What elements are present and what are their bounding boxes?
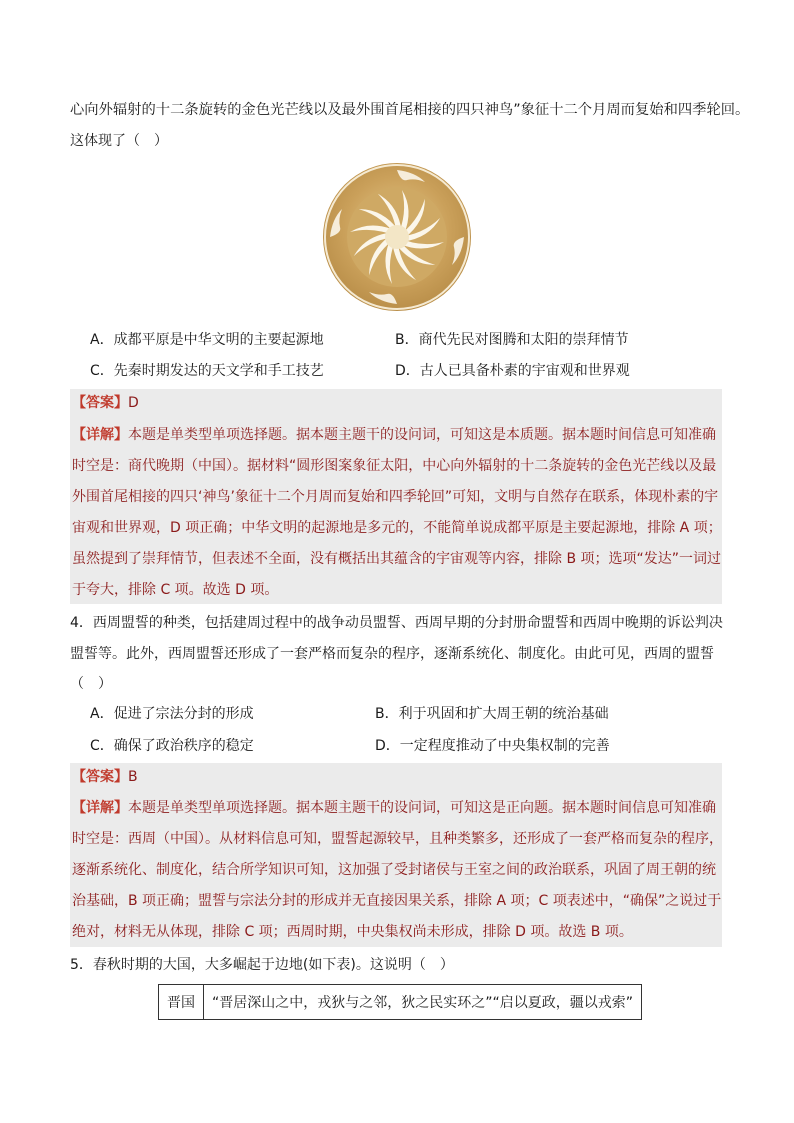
q3-option-a[interactable]: A．成都平原是中华文明的主要起源地 <box>90 332 324 348</box>
q5-table-quote: “晋居深山之中，戎狄与之邻，狄之民实环之”“启以夏政，疆以戎索” <box>204 985 642 1020</box>
q4-detail-line: 时空是：西周（中国）。从材料信息可知，盟誓起源较早，且种类繁多，还形成了一套严格而复杂的程序， <box>72 831 723 847</box>
q3-stem-line1: 心向外辐射的十二条旋转的金色光芒线以及最外围首尾相接的四只神鸟”象征十二个月周而复始和四季轮回。 <box>70 102 750 118</box>
q4-detail-line: 治基础，B 项正确；盟誓与宗法分封的形成并无直接因果关系，排除 A 项；C 项表述中，“确保”之说过于 <box>72 893 722 909</box>
q4-detail-line: 绝对，材料无从体现，排除 C 项；西周时期，中央集权尚未形成，排除 D 项。故选 B 项。 <box>72 924 633 940</box>
q4-option-a[interactable]: A．促进了宗法分封的形成 <box>90 706 254 722</box>
q5-table-state: 晋国 <box>159 985 204 1020</box>
q3-detail-line: 宙观和世界观，D 项正确；中华文明的起源地是多元的，不能简单说成都平原是主要起源地，排除 A 项； <box>72 520 722 536</box>
q4-stem-line: 4．西周盟誓的种类，包括建周过程中的战争动员盟誓、西周早期的分封册命盟誓和西周中晚期的诉讼判决 <box>70 615 723 631</box>
q3-detail-line <box>72 424 716 446</box>
golden-sun-bird-disc-icon <box>322 162 472 312</box>
q4-option-d[interactable]: D．一定程度推动了中央集权制的完善 <box>375 738 610 754</box>
q4-option-b[interactable]: B．利于巩固和扩大周王朝的统治基础 <box>375 706 609 722</box>
q4-answer-block <box>70 763 722 947</box>
q3-option-d[interactable]: D．古人已具备朴素的宇宙观和世界观 <box>395 363 630 379</box>
q3-answer-value: D <box>128 395 139 411</box>
table-row <box>159 985 642 1020</box>
q4-answer-value: B <box>128 769 138 785</box>
q3-answer-tag: 【答案】 <box>72 395 128 411</box>
q3-detail-line: 虽然提到了崇拜情节，但表述不全面，没有概括出其蕴含的宇宙观等内容，排除 B 项；选项“发达”一词过 <box>72 551 722 567</box>
q4-detail-text: 本题是单类型单项选择题。据本题主题干的设问词，可知这是正向题。据本题时间信息可知准确 <box>128 800 716 816</box>
q3-stem-line2: 这体现了（ ） <box>70 133 168 149</box>
q3-option-b[interactable]: B．商代先民对图腾和太阳的崇拜情节 <box>395 332 629 348</box>
q4-detail-line: 逐渐系统化、制度化，结合所学知识可知，这加强了受封诸侯与王室之间的政治联系，巩固了周王朝的统 <box>72 862 716 878</box>
q4-detail-tag: 【详解】 <box>72 800 128 816</box>
q4-answer <box>72 766 138 788</box>
q3-answer <box>72 392 139 414</box>
q4-stem-line: （ ） <box>70 676 112 692</box>
q3-option-c[interactable]: C．先秦时期发达的天文学和手工技艺 <box>90 363 324 379</box>
q3-detail-line: 于夸大，排除 C 项。故选 D 项。 <box>72 582 279 598</box>
q5-table <box>158 984 642 1020</box>
q3-detail-line: 时空是：商代晚期（中国）。据材料“圆形图案象征太阳，中心向外辐射的十二条旋转的金色光芒线以及最 <box>72 458 717 474</box>
q3-detail-text: 本题是单类型单项选择题。据本题主题干的设问词，可知这是本质题。据本题时间信息可知准确 <box>128 427 716 443</box>
q4-answer-tag: 【答案】 <box>72 769 128 785</box>
q3-detail-line: 外围首尾相接的四只‘神鸟’象征十二个月周而复始和四季轮回”可知，文明与自然存在联系，体现朴素的宇 <box>72 489 719 505</box>
q4-option-c[interactable]: C．确保了政治秩序的稳定 <box>90 738 254 754</box>
q4-stem-line: 盟誓等。此外，西周盟誓还形成了一套严格而复杂的程序，逐渐系统化、制度化。由此可见，西周的盟誓 <box>70 646 714 662</box>
q5-stem: 5．春秋时期的大国，大多崛起于边地(如下表)。这说明（ ） <box>70 957 454 973</box>
q4-detail-line <box>72 797 716 819</box>
q3-detail-tag: 【详解】 <box>72 427 128 443</box>
